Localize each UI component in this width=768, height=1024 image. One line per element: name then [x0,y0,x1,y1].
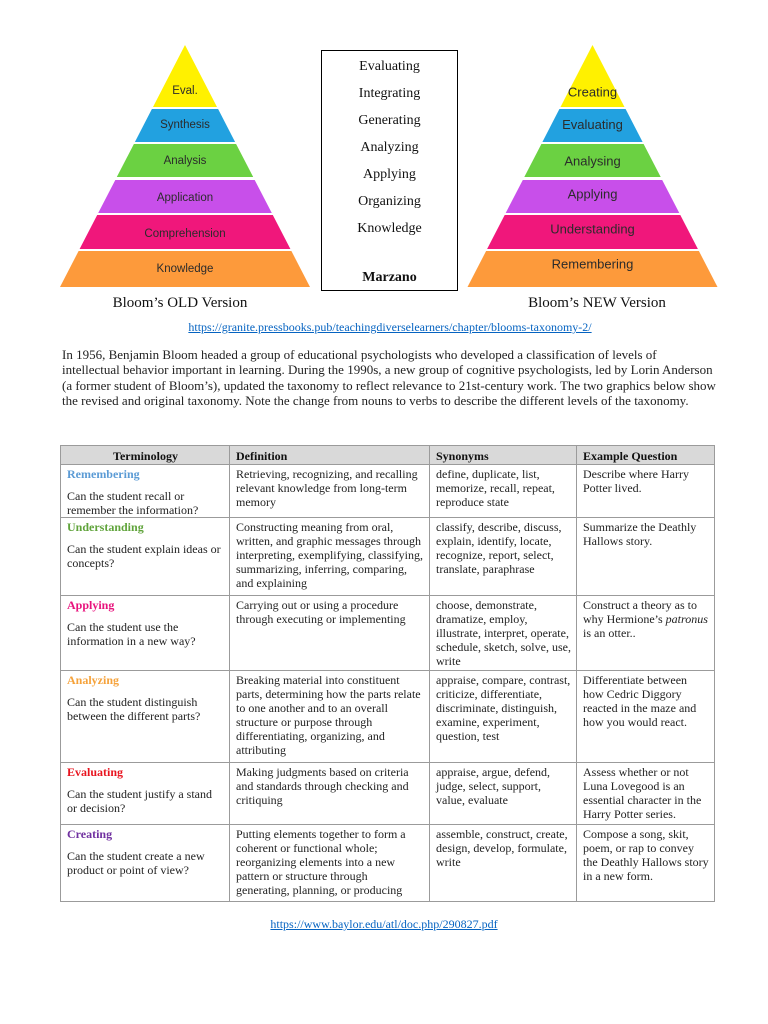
example-text: Describe where Harry Potter lived. [583,467,689,495]
term-name: Applying [67,598,115,612]
old-pyramid [60,45,310,287]
old-pyramid-label: Comprehension [144,228,226,240]
term-name: Remembering [67,467,140,481]
table-row-remembering [61,465,715,518]
term-question: Can the student distinguish between the different parts? [67,695,201,723]
table-row-understanding [61,518,715,596]
new-pyramid [468,45,718,287]
term-name: Understanding [67,520,144,534]
marzano-level: Integrating [358,86,421,101]
pressbooks-source-link[interactable]: https://granite.pressbooks.pub/teachingdiverselearners/chapter/blooms-taxonomy-2/ [188,320,592,334]
old-pyramid-label: Analysis [163,155,207,167]
table-header-definition: Definition [230,446,430,465]
marzano-title: Marzano [362,270,417,285]
synonyms-cell: choose, demonstrate, dramatize, employ, illustrate, interpret, operate, schedule, sketch, solve, use, write [430,596,577,671]
old-pyramid-label: Eval. [172,85,198,97]
terminology-cell [61,518,230,596]
table-row-applying [61,596,715,671]
new-pyramid-label: Evaluating [562,117,623,132]
term-name: Analyzing [67,673,120,687]
new-pyramid-label: Applying [567,186,618,202]
marzano-level: Knowledge [357,221,422,236]
source-link-row [6,320,768,334]
definition-cell: Retrieving, recognizing, and recalling relevant knowledge from long-term memory [230,465,430,518]
new-pyramid-label: Creating [567,84,618,100]
marzano-level: Analyzing [360,140,419,155]
synonyms-cell: define, duplicate, list, memorize, recall, repeat, reproduce state [430,465,577,518]
example-cell [577,763,715,825]
intro-paragraph: In 1956, Benjamin Bloom headed a group of educational psychologists who developed a classification of levels of intellectual behavior important in learning. During the 1990s, a new group of cognitive psychologists, led by Lorin Anderson (a former student of Bloom’s), updated the taxonomy to reflect relevance to 21st-century work. The two graphics below show the revised and original taxonomy. Note the change from nouns to verbs to describe the different levels of the taxonomy. [62,347,716,408]
taxonomy-table [60,445,715,902]
terminology-cell [61,825,230,902]
definition-cell: Making judgments based on criteria and standards through checking and critiquing [230,763,430,825]
terminology-cell [61,465,230,518]
old-pyramid-label: Knowledge [156,263,214,275]
example-cell [577,596,715,671]
example-cell [577,465,715,518]
example-cell [577,671,715,763]
example-italic-text: patronus [665,612,708,626]
marzano-level: Organizing [358,194,421,209]
example-text: Assess whether or not Luna Lovegood is an essential character in the Harry Potter series. [583,765,702,821]
example-text: is an otter.. [583,626,636,640]
example-cell [577,825,715,902]
source-link-row [0,917,768,931]
terminology-cell [61,596,230,671]
new-pyramid-label: Analysing [564,153,621,169]
synonyms-cell: assemble, construct, create, design, develop, formulate, write [430,825,577,902]
definition-cell: Carrying out or using a procedure through executing or implementing [230,596,430,671]
table-header-synonyms: Synonyms [430,446,577,465]
table-row-creating [61,825,715,902]
terminology-cell [61,671,230,763]
table-header-example-question: Example Question [577,446,715,465]
marzano-level: Generating [358,113,421,128]
definition-cell: Constructing meaning from oral, written, and graphic messages through interpreting, exemplifying, classifying, summarizing, inferring, comparing, and explaining [230,518,430,596]
old-version-caption: Bloom’s OLD Version [112,295,248,311]
term-question: Can the student justify a stand or decision? [67,787,212,815]
example-cell [577,518,715,596]
definition-cell: Breaking material into constituent parts, determining how the parts relate to one another and to an overall structure or purpose through differentiating, organizing, and attributing [230,671,430,763]
new-pyramid-label: Remembering [551,256,634,272]
example-text: Construct a theory as to why Hermione’s [583,598,697,626]
old-pyramid-level-eval [153,45,217,107]
synonyms-cell: classify, describe, discuss, explain, identify, locate, recognize, report, select, translate, paraphrase [430,518,577,596]
example-text: Compose a song, skit, poem, or rap to convey the Deathly Hallows story in a new form. [583,827,709,883]
new-version-caption: Bloom’s NEW Version [528,295,666,311]
table-header-terminology: Terminology [61,446,230,465]
terminology-cell [61,763,230,825]
example-text: Summarize the Deathly Hallows story. [583,520,697,548]
definition-cell: Putting elements together to form a coherent or functional whole; reorganizing elements into a new pattern or structure through generating, planning, or producing [230,825,430,902]
old-pyramid-label: Synthesis [160,119,210,131]
synonyms-cell: appraise, compare, contrast, criticize, differentiate, discriminate, distinguish, examine, experiment, question, test [430,671,577,763]
baylor-source-link[interactable]: https://www.baylor.edu/atl/doc.php/290827.pdf [270,917,498,931]
term-question: Can the student explain ideas or concepts? [67,542,221,570]
table-header-row [61,446,715,465]
term-question: Can the student create a new product or point of view? [67,849,205,877]
marzano-levels-list [322,51,457,242]
term-question: Can the student use the information in a new way? [67,620,196,648]
new-pyramid-label: Understanding [550,221,635,237]
term-name: Creating [67,827,113,841]
marzano-box [321,50,458,291]
synonyms-cell: appraise, argue, defend, judge, select, support, value, evaluate [430,763,577,825]
term-question: Can the student recall or remember the information? [67,489,199,517]
term-name: Evaluating [67,765,124,779]
table-row-analyzing [61,671,715,763]
example-text: Differentiate between how Cedric Diggory reacted in the maze and how you would react. [583,673,697,729]
table-row-evaluating [61,763,715,825]
marzano-level: Evaluating [359,59,420,74]
old-pyramid-label: Application [156,192,214,204]
marzano-level: Applying [363,167,416,182]
